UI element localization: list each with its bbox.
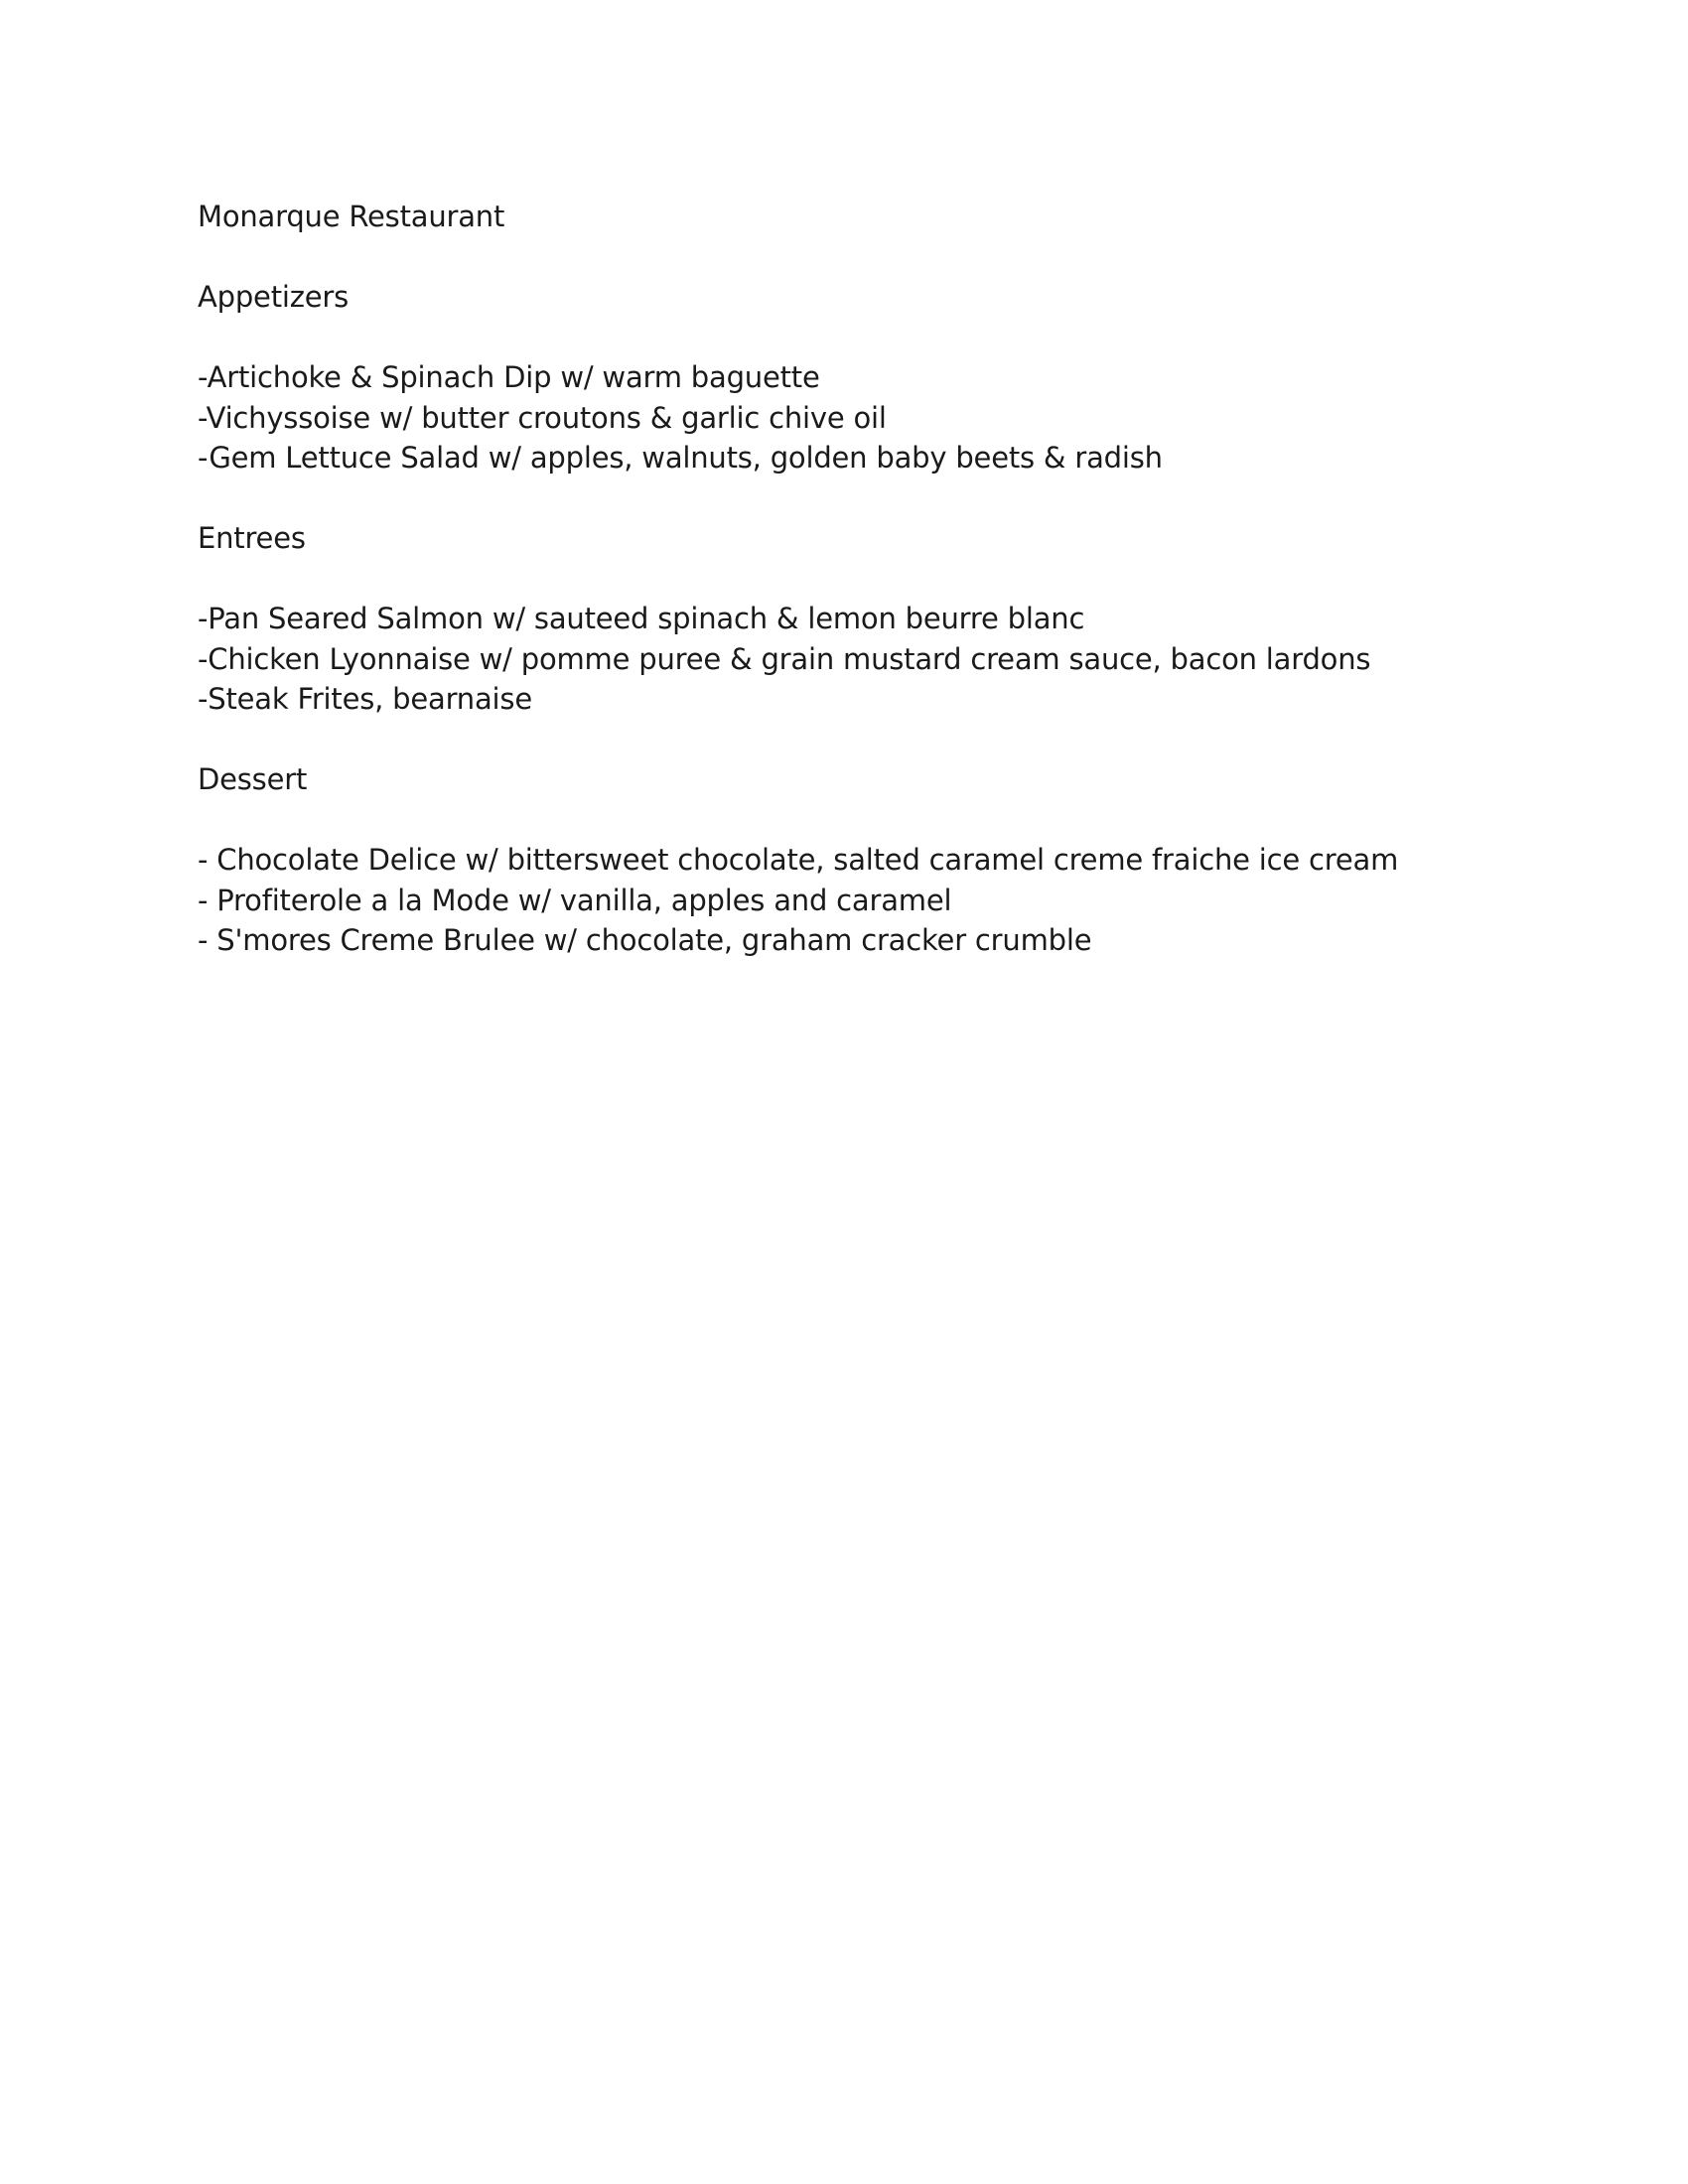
menu-item: -Gem Lettuce Salad w/ apples, walnuts, golden baby beets & radish — [198, 441, 1163, 475]
section-dessert — [198, 759, 1508, 961]
section-heading: Entrees — [198, 521, 306, 555]
section-heading: Appetizers — [198, 280, 350, 314]
spacer — [198, 720, 1508, 760]
menu-item: - Profiterole a la Mode w/ vanilla, apples and caramel — [198, 883, 952, 917]
menu-item: - Chocolate Delice w/ bittersweet chocolate, salted caramel creme fraiche ice cream — [198, 843, 1399, 877]
spacer — [198, 237, 1508, 278]
spacer — [198, 559, 1508, 600]
section-heading: Dessert — [198, 762, 308, 796]
menu-item: -Vichyssoise w/ butter croutons & garlic chive oil — [198, 400, 887, 435]
menu-item: -Pan Seared Salmon w/ sauteed spinach & lemon beurre blanc — [198, 602, 1085, 635]
restaurant-title: Monarque Restaurant — [198, 200, 505, 233]
menu-item: -Artichoke & Spinach Dip w/ warm baguette — [198, 360, 820, 394]
spacer — [198, 318, 1508, 358]
section-entrees — [198, 518, 1508, 720]
menu-item: -Chicken Lyonnaise w/ pomme puree & grain mustard cream sauce, bacon lardons — [198, 641, 1371, 676]
spacer — [198, 800, 1508, 841]
section-appetizers — [198, 277, 1508, 478]
spacer — [198, 478, 1508, 519]
menu-item: -Steak Frites, bearnaise — [198, 682, 532, 716]
menu-item: - S'mores Creme Brulee w/ chocolate, graham cracker crumble — [198, 923, 1092, 957]
menu-content — [198, 197, 1508, 961]
